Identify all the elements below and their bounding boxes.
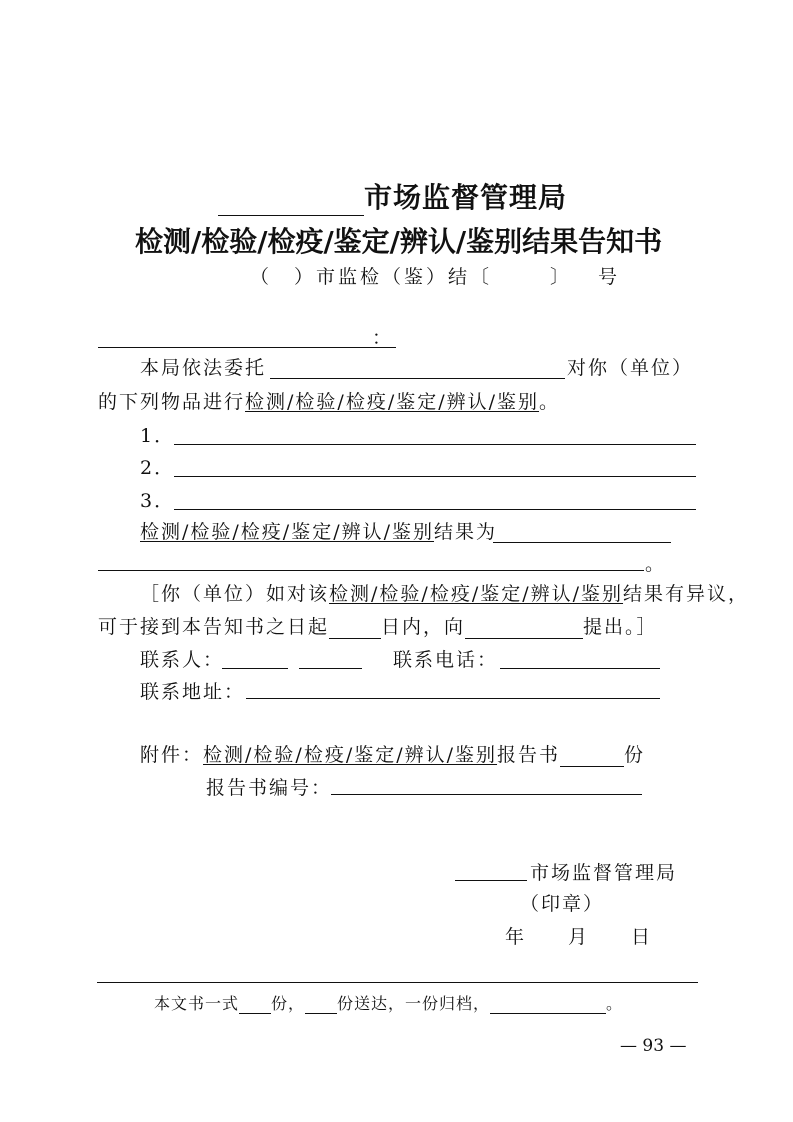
para1-test-types: 检测/检验/检疫/鉴定/辨认/鉴别 (245, 391, 540, 413)
footer-note-d: 。 (606, 994, 624, 1013)
para1-text-c: 的下列物品进行 (98, 391, 246, 413)
result-test-types: 检测/检验/检疫/鉴定/辨认/鉴别 (140, 521, 435, 543)
addressee-colon: ： (372, 327, 394, 349)
days-blank (329, 618, 381, 639)
doc-number-prefix: （ ）市监检（鉴）结〔 (250, 266, 493, 288)
footer-divider (97, 982, 698, 983)
attachment-test-types: 检测/检验/检疫/鉴定/辨认/鉴别 (203, 744, 498, 766)
para1-period: 。 (539, 391, 561, 413)
attachment-line (140, 743, 645, 767)
contact-label: 联系人： (140, 649, 225, 671)
signature-seal: （印章） (520, 893, 605, 915)
item-1-blank (174, 444, 696, 445)
attachment-copies: 份 (624, 744, 646, 766)
para1-line1 (140, 356, 266, 380)
address-label: 联系地址： (140, 681, 246, 703)
objection-text-f: 提出。］ (583, 616, 658, 638)
signature-bureau-blank (455, 880, 527, 881)
doc-number-suffix: 〕 (550, 266, 573, 288)
footer-note (154, 991, 623, 1014)
contact-blank-1 (222, 668, 288, 669)
signature-bureau: 市场监督管理局 (530, 862, 678, 884)
authority-blank (465, 618, 583, 639)
footer-note-b: 份， (271, 994, 306, 1013)
attachment-label: 附件： (140, 744, 204, 766)
objection-line2 (98, 615, 658, 639)
result-blank-1 (493, 542, 671, 543)
page-number: — 93 — (620, 1036, 687, 1056)
title-line1 (218, 176, 567, 216)
entrusted-blank (270, 378, 565, 379)
objection-text-c: 结果有异议， (623, 583, 750, 605)
doc-number (250, 262, 620, 289)
objection-line1 (140, 582, 749, 606)
signature-date: 年 月 日 (505, 926, 653, 948)
objection-test-types: 检测/检验/检疫/鉴定/辨认/鉴别 (329, 583, 624, 605)
report-no-blank (331, 794, 642, 795)
item-2-blank (174, 476, 696, 477)
report-no-label: 报告书编号： (206, 777, 333, 799)
objection-text-d: 可于接到本告知书之日起 (98, 616, 330, 638)
title-bureau: 市场监督管理局 (364, 181, 568, 214)
result-period: 。 (645, 553, 667, 575)
phone-label: 联系电话： (393, 649, 499, 671)
result-label: 结果为 (434, 521, 498, 543)
para1-line2 (98, 390, 560, 414)
phone-blank (500, 668, 660, 669)
objection-text-e: 日内，向 (381, 616, 466, 638)
result-line (140, 520, 497, 544)
footer-note-a: 本文书一式 (154, 994, 240, 1013)
objection-text-a: ［你（单位）如对该 (140, 583, 330, 605)
para1-text-b: 对你（单位） (567, 357, 694, 379)
doc-number-hao: 号 (598, 266, 621, 288)
item-3-blank (174, 509, 696, 510)
addressee-blank (98, 347, 396, 348)
result-blank-2 (98, 570, 644, 571)
address-blank (246, 698, 660, 699)
copies-blank (560, 746, 624, 767)
footer-delivered-blank (305, 997, 337, 1014)
item-3-label: 3． (140, 490, 176, 512)
contact-blank-2 (299, 668, 362, 669)
item-1-label: 1． (140, 425, 176, 447)
footer-copies-blank (239, 997, 271, 1014)
item-2-label: 2． (140, 457, 176, 479)
attachment-report: 报告书 (497, 744, 561, 766)
footer-note-c: 份送达，一份归档， (337, 994, 491, 1013)
footer-recipient-blank (490, 997, 606, 1014)
page-title: 检测/检验/检疫/鉴定/辨认/鉴别结果告知书 (135, 225, 663, 258)
para1-text-a: 本局依法委托 (140, 357, 267, 379)
bureau-name-blank (218, 187, 364, 216)
